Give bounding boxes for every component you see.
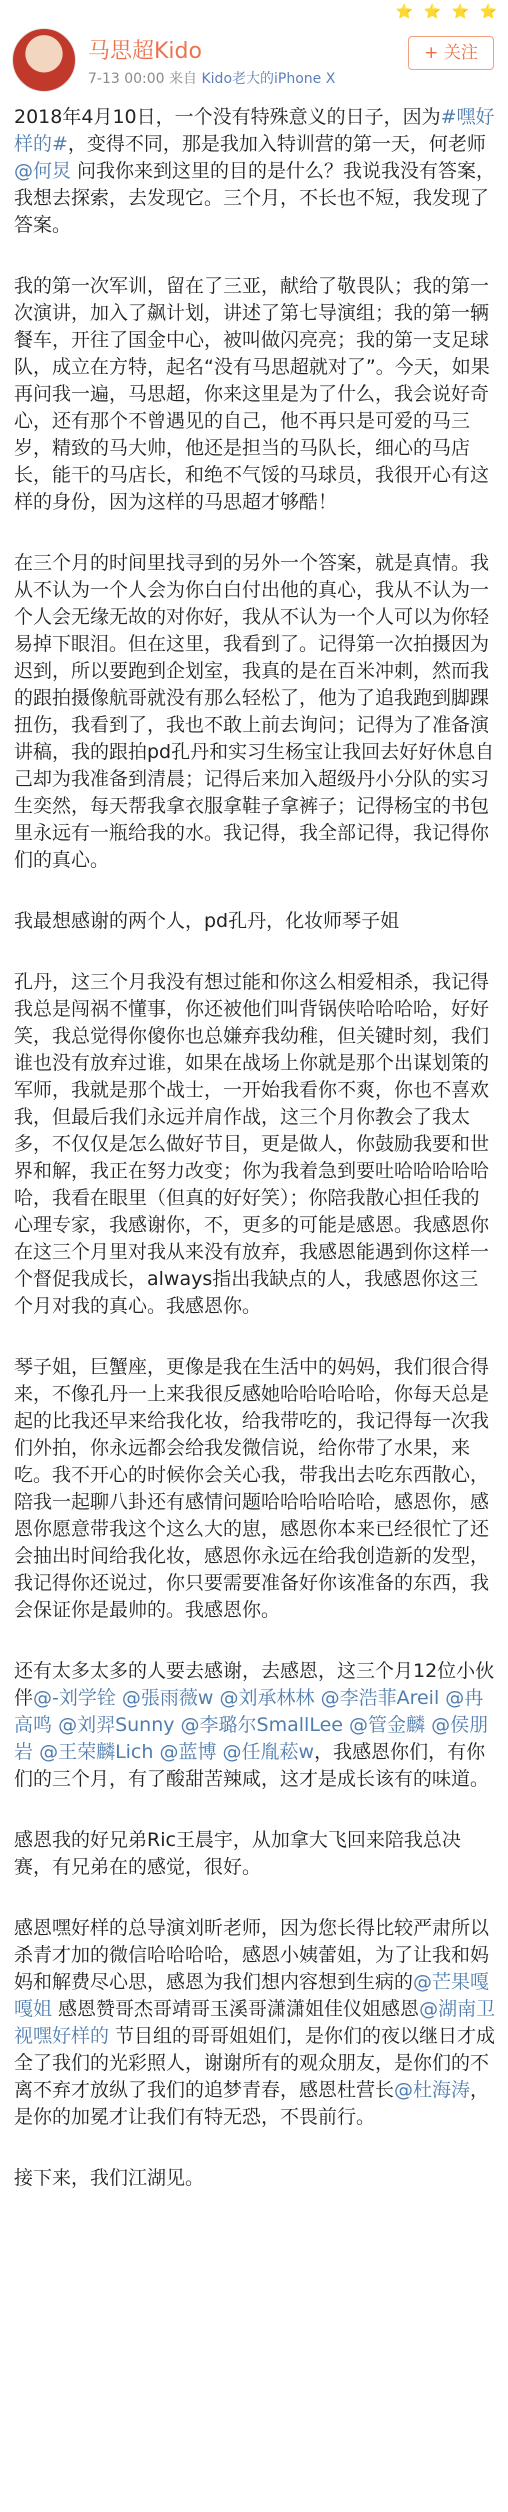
paragraph-text: 感恩我的好兄弟Ric王晨宇，从加拿大飞回来陪我总决赛，有兄弟在的感觉，很好。 xyxy=(14,1829,461,1878)
follow-button[interactable]: + 关注 xyxy=(408,36,494,70)
source-prefix: 来自 xyxy=(169,71,198,87)
paragraph-text: 2018年4月10日，一个没有特殊意义的日子，因为 xyxy=(14,106,441,128)
author-name[interactable]: 马思超Kido xyxy=(88,39,202,64)
post-paragraph xyxy=(14,273,497,516)
mention-link[interactable]: @蓝博 xyxy=(159,1741,217,1763)
paragraph-text: ，是你的加冕才让我们有特无恐，不畏前行。 xyxy=(14,2079,490,2128)
mention-link[interactable]: @刘羿Sunny xyxy=(58,1714,175,1736)
mention-link[interactable]: @冉高鸣 xyxy=(14,1687,484,1736)
mention-link[interactable]: @芒果嘎嘎姐 xyxy=(14,1971,490,2020)
mention-link[interactable]: @何炅 xyxy=(14,160,72,182)
post-paragraph xyxy=(14,969,497,1320)
post-header xyxy=(0,0,508,100)
paragraph-text: ，我感恩你们，有你们的三个月，有了酸甜苦辣咸，这才是成长该有的味道。 xyxy=(14,1741,490,1790)
mention-link[interactable]: @-刘学铨 xyxy=(33,1687,116,1709)
mention-link[interactable]: @管金麟 xyxy=(349,1714,426,1736)
sticker-decoration: ⭐ ⭐ ⭐ ⭐ xyxy=(395,4,500,20)
paragraph-text: 节目组的哥哥姐姐们，是你们的夜以继日才成全了我们的光彩照人，谢谢所有的观众朋友，是你们的不离不弃才放纵了我们的追梦青春，感恩杜营长 xyxy=(14,2025,496,2101)
hashtag-link[interactable]: #嘿好样的# xyxy=(14,106,495,155)
post-paragraph xyxy=(14,1827,497,1881)
post-paragraph xyxy=(14,2165,497,2192)
post-body xyxy=(0,100,508,2192)
paragraph-text: 孔丹，这三个月我没有想过能和你这么相爱相杀，我记得我总是闯祸不懂事，你还被他们叫背锅侠哈哈哈哈，好好笑，我总觉得你傻你也总嫌弃我幼稚，但关键时刻，我们谁也没有放弃过谁，如果在战场上你就是那个出谋划策的军师，我就是那个战士，一开始我看你不爽，你也不喜欢我，但最后我们永远并肩作战，这三个月你教会了我太多，不仅仅是怎么做好节目，更是做人，你鼓励我要和世界和解，我正在努力改变；你为我着急到要吐哈哈哈哈哈哈，我看在眼里（但真的好好笑）；你陪我散心担任我的心理专家，我感谢你，不，更多的可能是感恩。我感恩你在这三个月里对我从来没有放弃，我感恩能遇到你这样一个督促我成长，always指出我缺点的人，我感恩你这三个月对我的真心。我感恩你。 xyxy=(14,971,490,1317)
paragraph-text: 还有太多太多的人要去感谢，去感恩，这三个月12位小伙伴 xyxy=(14,1660,495,1709)
paragraph-text: 接下来，我们江湖见。 xyxy=(14,2167,205,2189)
paragraph-text: 琴子姐，巨蟹座，更像是我在生活中的妈妈，我们很合得来，不像孔丹一上来我很反感她哈哈哈哈哈，你每天总是起的比我还早来给我化妆，给我带吃的，我记得每一次我们外拍，你永远都会给我发微信说，给你带了水果，来吃。我不开心的时候你会关心我，带我出去吃东西散心，陪我一起聊八卦还有感情问题哈哈哈哈哈哈，感恩你，感恩你愿意带我这个这么大的崽，感恩你本来已经很忙了还会抽出时间给我化妆，感恩你永远在给我创造新的发型，我记得你还说过，你只要需要准备好你该准备的东西，我会保证你是最帅的。我感恩你。 xyxy=(14,1356,490,1621)
mention-link[interactable]: @侯朋岩 xyxy=(14,1714,489,1763)
post-meta xyxy=(88,68,335,88)
paragraph-text: 我的第一次军训，留在了三亚，献给了敬畏队；我的第一次演讲，加入了飙计划，讲述了第七导演组；我的第一辆餐车，开往了国金中心，被叫做闪亮亮；我的第一支足球队，成立在方特，起名“没有马思超就对了”。今天，如果再问我一遍，马思超，你来这里是为了什么，我会说好奇心，还有那个不曾遇见的自己，他不再只是可爱的马三岁，精致的马大帅，他还是担当的马队长，细心的马店长，能干的马店长，和绝不气馁的马球员，我很开心有这样的身份，因为这样的马思超才够酷！ xyxy=(14,275,490,513)
mention-link[interactable]: @杜海涛 xyxy=(394,2079,471,2101)
mention-link[interactable]: @湖南卫视嘿好样的 xyxy=(14,1998,496,2047)
paragraph-text: 感恩赞哥杰哥靖哥玉溪哥潇潇姐佳仪姐感恩 xyxy=(52,1998,420,2020)
post-paragraph xyxy=(14,908,497,935)
paragraph-text: 感恩嘿好样的总导演刘昕老师，因为您长得比较严肃所以杀青才加的微信哈哈哈哈，感恩小姨蕾姐，为了让我和妈妈和解费尽心思，感恩为我们想内容想到生病的 xyxy=(14,1917,490,1993)
post-paragraph xyxy=(14,550,497,874)
post-source[interactable]: Kido老大的iPhone X xyxy=(201,71,336,87)
avatar[interactable] xyxy=(12,28,76,92)
mention-link[interactable]: @刘承林林 xyxy=(219,1687,315,1709)
mention-link[interactable]: @任胤菘w xyxy=(222,1741,315,1763)
post-paragraph xyxy=(14,1354,497,1624)
mention-link[interactable]: @李璐尔SmallLee xyxy=(180,1714,343,1736)
mention-link[interactable]: @王荣麟Lich xyxy=(39,1741,154,1763)
mention-link[interactable]: @張雨薇w xyxy=(121,1687,214,1709)
paragraph-text: 在三个月的时间里找寻到的另外一个答案，就是真情。我从不认为一个人会为你白白付出他的真心，我从不认为一个人会无缘无故的对你好，我从不认为一个人可以为你轻易掉下眼泪。但在这里，我看到了。记得第一次拍摄因为迟到，所以要跑到企划室，我真的是在百米冲刺，然而我的跟拍摄像航哥就没有那么轻松了，他为了追我跑到脚踝扭伤，我看到了，我也不敢上前去询问；记得为了准备演讲稿，我的跟拍pd孔丹和实习生杨宝让我回去好好休息自己却为我准备到清晨；记得后来加入超级丹小分队的实习生奕然，每天帮我拿衣服拿鞋子拿裤子；记得杨宝的书包里永远有一瓶给我的水。我记得，我全部记得，我记得你们的真心。 xyxy=(14,552,495,871)
post-paragraph xyxy=(14,1915,497,2131)
paragraph-text: ，变得不同，那是我加入特训营的第一天，何老师 xyxy=(67,133,486,155)
post-time: 7-13 00:00 xyxy=(88,71,165,87)
mention-link[interactable]: @李浩菲Areil xyxy=(320,1687,440,1709)
post-paragraph xyxy=(14,104,497,239)
post-paragraph xyxy=(14,1658,497,1793)
paragraph-text: 我最想感谢的两个人，pd孔丹，化妆师琴子姐 xyxy=(14,910,400,932)
paragraph-text: 问我你来到这里的目的是什么？我说我没有答案，我想去探索，去发现它。三个月，不长也不短，我发现了答案。 xyxy=(14,160,496,236)
